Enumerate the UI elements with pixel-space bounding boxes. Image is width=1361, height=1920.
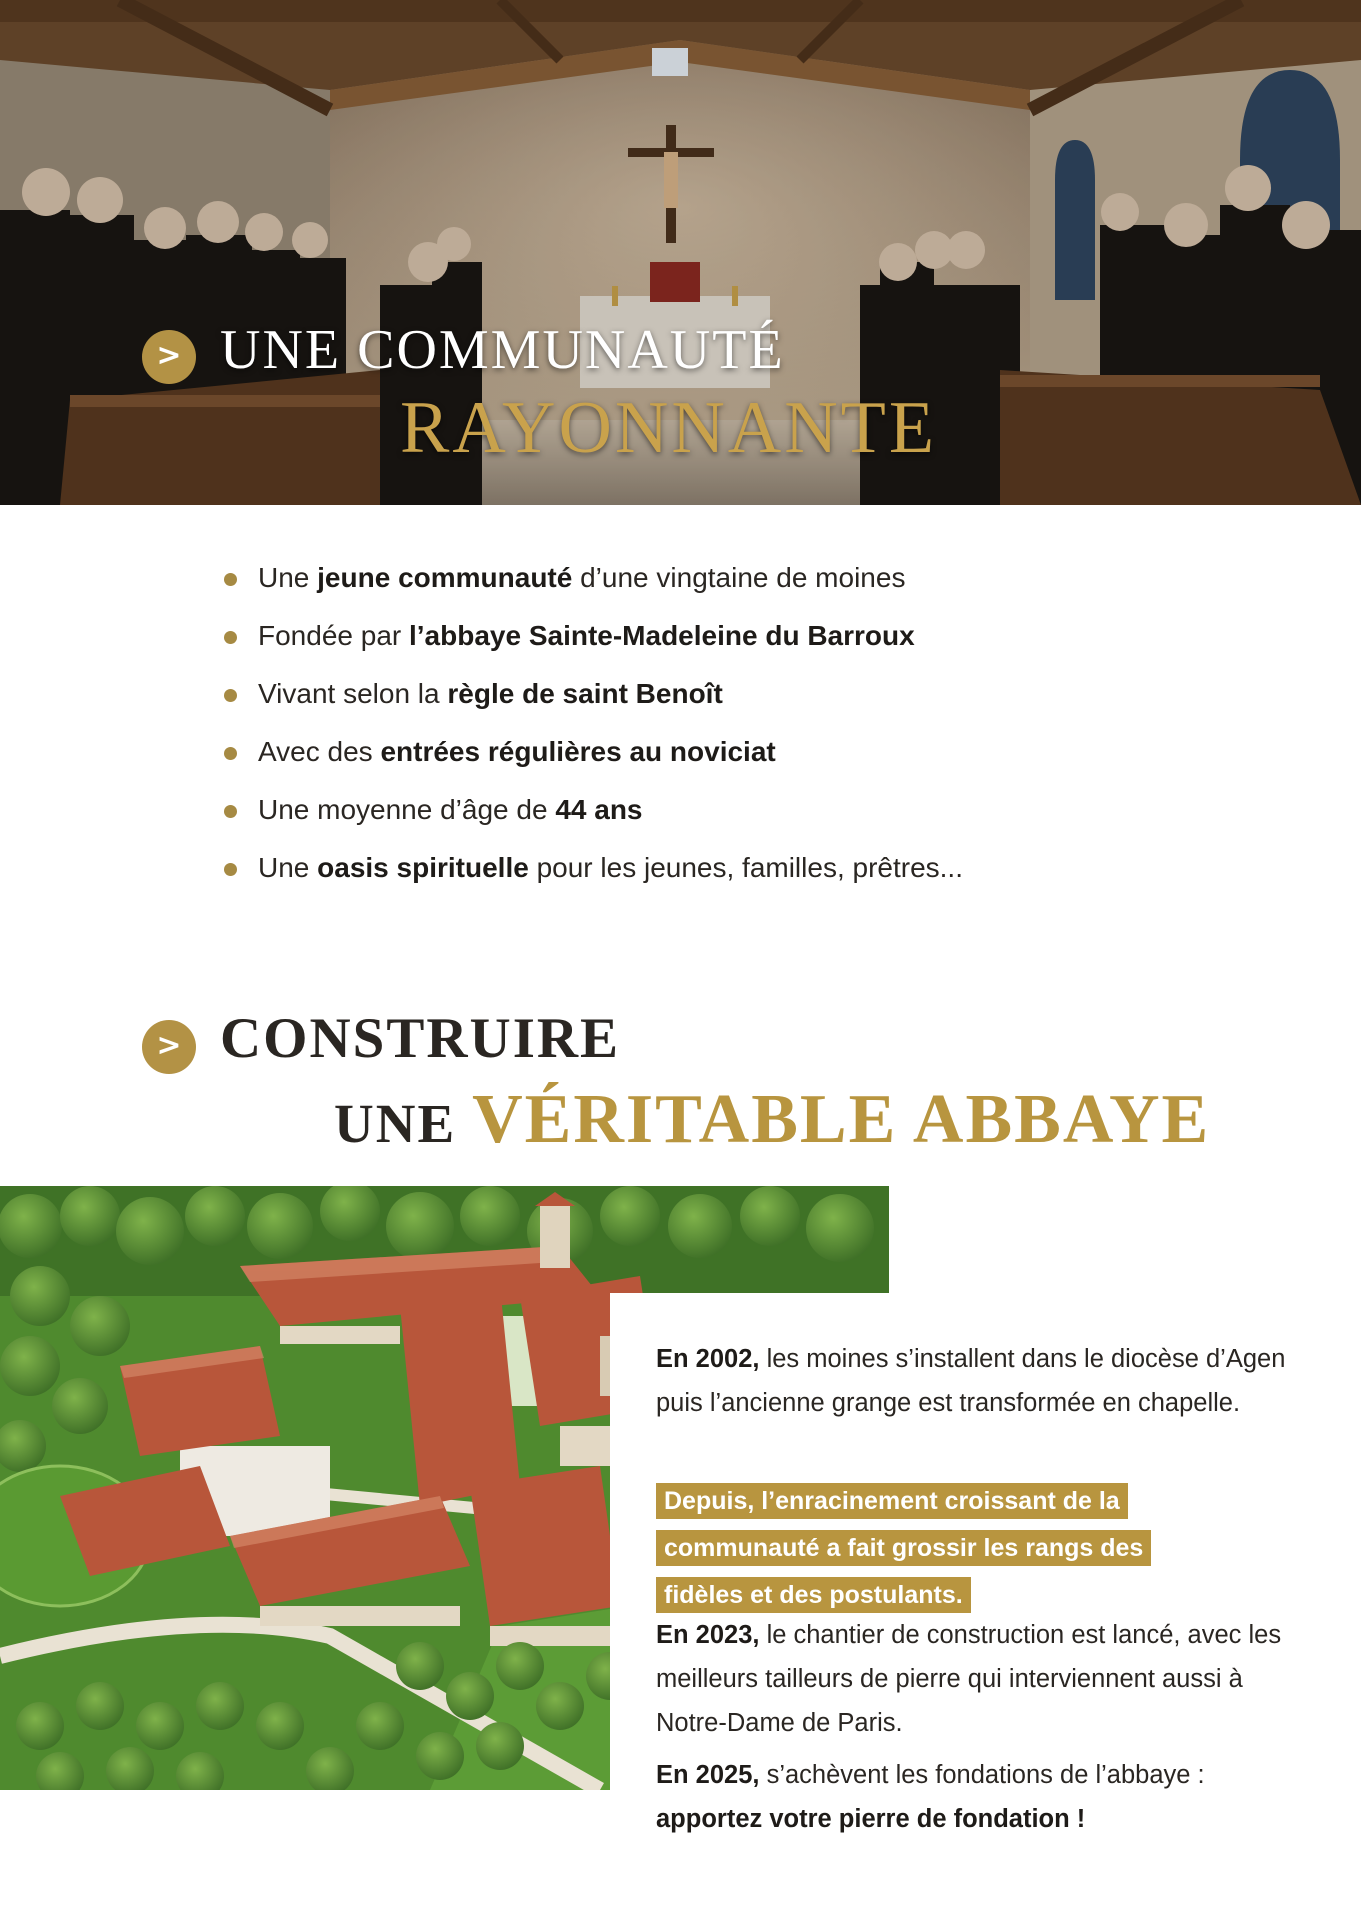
section-title-line2 <box>334 1080 1210 1160</box>
bullet-dot-icon <box>224 689 237 702</box>
highlight-line: Depuis, l’enracinement croissant de la <box>656 1483 1128 1519</box>
section-title-une: UNE <box>334 1093 457 1154</box>
paragraph-2002: En 2002, les moines s’installent dans le diocèse d’Agen puis l’ancienne grange est transformée en chapelle. <box>656 1345 1286 1417</box>
bullet-dot-icon <box>224 631 237 644</box>
bullet-dot-icon <box>224 573 237 586</box>
highlight-line: communauté a fait grossir les rangs des <box>656 1530 1151 1566</box>
section-title-gold: VÉRITABLE ABBAYE <box>472 1081 1211 1158</box>
chevron-right-icon: > <box>142 330 196 384</box>
list-item: Une moyenne d’âge de 44 ans <box>222 788 1222 846</box>
list-item: Vivant selon la règle de saint Benoît <box>222 672 1222 730</box>
bullet-dot-icon <box>224 747 237 760</box>
hero-photo <box>0 0 1361 505</box>
community-facts-list <box>222 556 1222 904</box>
history-textbox <box>610 1293 1361 1853</box>
section-title-line1: CONSTRUIRE <box>220 1007 621 1070</box>
list-item: Une oasis spirituelle pour les jeunes, familles, prêtres... <box>222 846 1222 904</box>
hero-title-line2: RAYONNANTE <box>400 387 938 469</box>
bullet-dot-icon <box>224 805 237 818</box>
bullet-dot-icon <box>224 863 237 876</box>
chevron-right-icon: > <box>142 1020 196 1074</box>
highlighted-paragraph <box>656 1479 1296 1620</box>
highlight-line: fidèles et des postulants. <box>656 1577 971 1613</box>
list-item: Fondée par l’abbaye Sainte-Madeleine du Barroux <box>222 614 1222 672</box>
list-item: Avec des entrées régulières au noviciat <box>222 730 1222 788</box>
list-item: Une jeune communauté d’une vingtaine de moines <box>222 556 1222 614</box>
paragraph-2023: En 2023, le chantier de construction est lancé, avec les meilleurs tailleurs de pierre qui interviennent aussi à Notre-Dame de Paris. <box>656 1621 1282 1737</box>
hero-title-line1: UNE COMMUNAUTÉ <box>220 319 785 381</box>
paragraph-2025: En 2025, s’achèvent les fondations de l’abbaye : apportez votre pierre de fondation ! <box>656 1761 1205 1833</box>
